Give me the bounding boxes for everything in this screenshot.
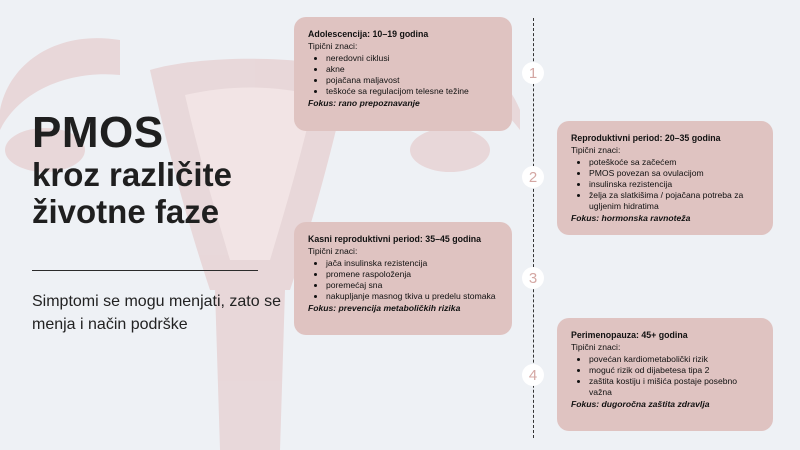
- stage-card-reproductive: [557, 121, 773, 235]
- title-line-2: kroz različite: [32, 156, 232, 194]
- stage-focus: Fokus: rano prepoznavanje: [308, 98, 420, 109]
- stage-focus: Fokus: prevencija metaboličkih rizika: [308, 303, 461, 314]
- signs-list: [571, 354, 759, 399]
- sign-item: • insulinska rezistencija: [589, 179, 759, 190]
- sign-item: • zaštita kostiju i mišića postaje posebno važna: [589, 376, 759, 398]
- signs-label: Tipični znaci:: [571, 145, 621, 156]
- title-line-3: životne faze: [32, 193, 220, 231]
- stage-card-late-reproductive: [294, 222, 512, 335]
- signs-label: Tipični znaci:: [308, 41, 358, 52]
- sign-item: • poteškoće sa začećem: [589, 157, 759, 168]
- sign-item: • poremećaj sna: [326, 280, 498, 291]
- stage-focus: Fokus: hormonska ravnoteža: [571, 213, 691, 224]
- signs-label: Tipični znaci:: [308, 246, 358, 257]
- stage-card-perimenopause: [557, 318, 773, 431]
- sign-item: • akne: [326, 64, 498, 75]
- title-divider: [32, 270, 258, 271]
- sign-item: • promene raspoloženja: [326, 269, 498, 280]
- sign-item: • želja za slatkišima / pojačana potreba za ugljenim hidratima: [589, 190, 759, 212]
- stage-marker-2: 2: [522, 166, 544, 188]
- signs-list: [571, 157, 759, 213]
- stage-title: Reproduktivni period: 20–35 godina: [571, 133, 721, 143]
- subtitle: Simptomi se mogu menjati, zato se menja i način podrške: [32, 293, 281, 334]
- sign-item: • povećan kardiometabolički rizik: [589, 354, 759, 365]
- signs-label: Tipični znaci:: [571, 342, 621, 353]
- stage-title: Kasni reproduktivni period: 35–45 godina: [308, 234, 482, 244]
- signs-list: [308, 53, 498, 98]
- page-title: [32, 108, 232, 231]
- sign-item: • pojačana maljavost: [326, 75, 498, 86]
- sign-item: • moguć rizik od dijabetesa tipa 2: [589, 365, 759, 376]
- signs-list: [308, 258, 498, 303]
- stage-title: Adolescencija: 10–19 godina: [308, 29, 429, 39]
- stage-marker-1: 1: [522, 62, 544, 84]
- stage-marker-4: 4: [522, 364, 544, 386]
- stage-title: Perimenopauza: 45+ godina: [571, 330, 688, 340]
- sign-item: • PMOS povezan sa ovulacijom: [589, 168, 759, 179]
- stage-focus: Fokus: dugoročna zaštita zdravlja: [571, 399, 710, 410]
- sign-item: • neredovni ciklusi: [326, 53, 498, 64]
- stage-card-adolescence: [294, 17, 512, 131]
- stage-marker-3: 3: [522, 267, 544, 289]
- sign-item: • nakupljanje masnog tkiva u predelu stomaka: [326, 291, 498, 302]
- sign-item: • teškoće sa regulacijom telesne težine: [326, 86, 498, 97]
- title-line-1: PMOS: [32, 108, 164, 157]
- sign-item: • jača insulinska rezistencija: [326, 258, 498, 269]
